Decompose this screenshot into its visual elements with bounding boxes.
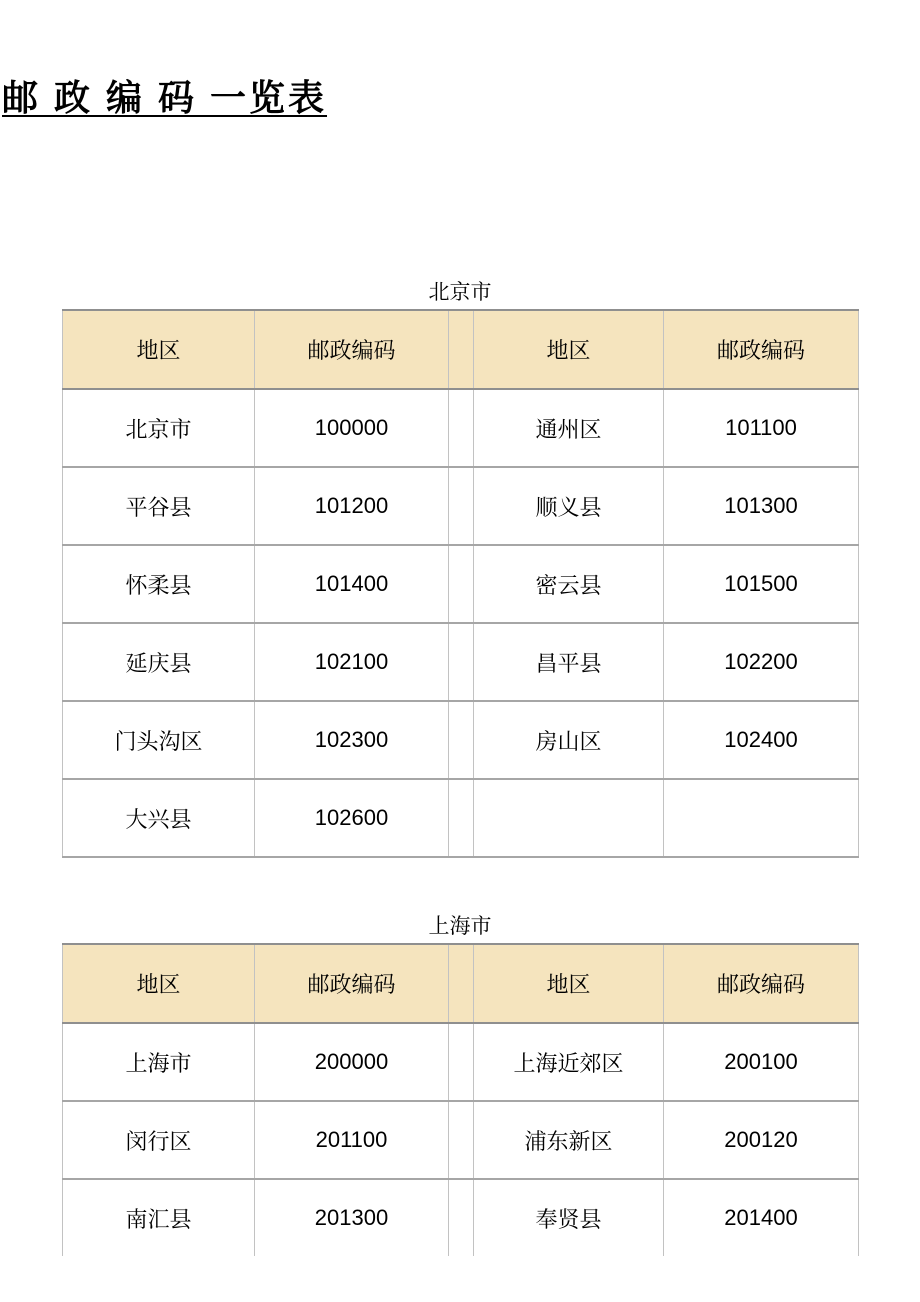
beijing-section-title: 北京市 (428, 281, 492, 304)
header-cell-region: 地区 (474, 944, 664, 1023)
postal-cell: 101400 (255, 545, 449, 623)
header-spacer-cell (449, 944, 474, 1023)
postal-cell: 200120 (664, 1101, 859, 1179)
postal-cell: 101100 (664, 389, 859, 467)
region-cell: 密云县 (474, 545, 664, 623)
header-cell-postal: 邮政编码 (664, 310, 859, 389)
region-cell: 闵行区 (63, 1101, 255, 1179)
table-row (63, 623, 859, 701)
postal-cell (664, 779, 859, 857)
header-cell-region: 地区 (63, 310, 255, 389)
region-cell: 顺义县 (474, 467, 664, 545)
postal-cell: 200100 (664, 1023, 859, 1101)
postal-cell: 201100 (255, 1101, 449, 1179)
header-spacer-cell (449, 310, 474, 389)
region-cell: 通州区 (474, 389, 664, 467)
postal-cell: 102400 (664, 701, 859, 779)
region-cell: 北京市 (63, 389, 255, 467)
postal-cell: 102600 (255, 779, 449, 857)
postal-cell: 200000 (255, 1023, 449, 1101)
spacer-cell (449, 779, 474, 857)
spacer-cell (449, 623, 474, 701)
table-row (63, 467, 859, 545)
header-cell-postal: 邮政编码 (255, 310, 449, 389)
table-row (63, 779, 859, 857)
region-cell: 房山区 (474, 701, 664, 779)
region-cell: 上海近郊区 (474, 1023, 664, 1101)
table-row (63, 545, 859, 623)
table-row (63, 701, 859, 779)
region-cell: 平谷县 (63, 467, 255, 545)
region-cell: 奉贤县 (474, 1179, 664, 1256)
region-cell: 延庆县 (63, 623, 255, 701)
postal-cell: 102300 (255, 701, 449, 779)
spacer-cell (449, 1179, 474, 1256)
header-cell-postal: 邮政编码 (664, 944, 859, 1023)
postal-cell: 101200 (255, 467, 449, 545)
postal-cell: 201300 (255, 1179, 449, 1256)
beijing-section (62, 281, 858, 858)
table-header-row (63, 310, 859, 389)
spacer-cell (449, 545, 474, 623)
postal-cell: 101300 (664, 467, 859, 545)
table-row (63, 1023, 859, 1101)
page-title: 邮 政 编 码 一览表 (2, 77, 328, 118)
postal-cell: 102200 (664, 623, 859, 701)
postal-cell: 201400 (664, 1179, 859, 1256)
spacer-cell (449, 701, 474, 779)
header-cell-postal: 邮政编码 (255, 944, 449, 1023)
region-cell: 浦东新区 (474, 1101, 664, 1179)
shanghai-section (62, 915, 858, 1256)
region-cell (474, 779, 664, 857)
spacer-cell (449, 467, 474, 545)
region-cell: 怀柔县 (63, 545, 255, 623)
region-cell: 上海市 (63, 1023, 255, 1101)
shanghai-section-title: 上海市 (428, 915, 492, 938)
region-cell: 门头沟区 (63, 701, 255, 779)
table-header-row (63, 944, 859, 1023)
table-row (63, 389, 859, 467)
header-cell-region: 地区 (63, 944, 255, 1023)
table-row (63, 1101, 859, 1179)
region-cell: 昌平县 (474, 623, 664, 701)
postal-cell: 100000 (255, 389, 449, 467)
beijing-table (62, 309, 859, 858)
spacer-cell (449, 1101, 474, 1179)
region-cell: 南汇县 (63, 1179, 255, 1256)
postal-cell: 101500 (664, 545, 859, 623)
postal-cell: 102100 (255, 623, 449, 701)
header-cell-region: 地区 (474, 310, 664, 389)
spacer-cell (449, 389, 474, 467)
table-row (63, 1179, 859, 1256)
spacer-cell (449, 1023, 474, 1101)
region-cell: 大兴县 (63, 779, 255, 857)
shanghai-table (62, 943, 859, 1256)
